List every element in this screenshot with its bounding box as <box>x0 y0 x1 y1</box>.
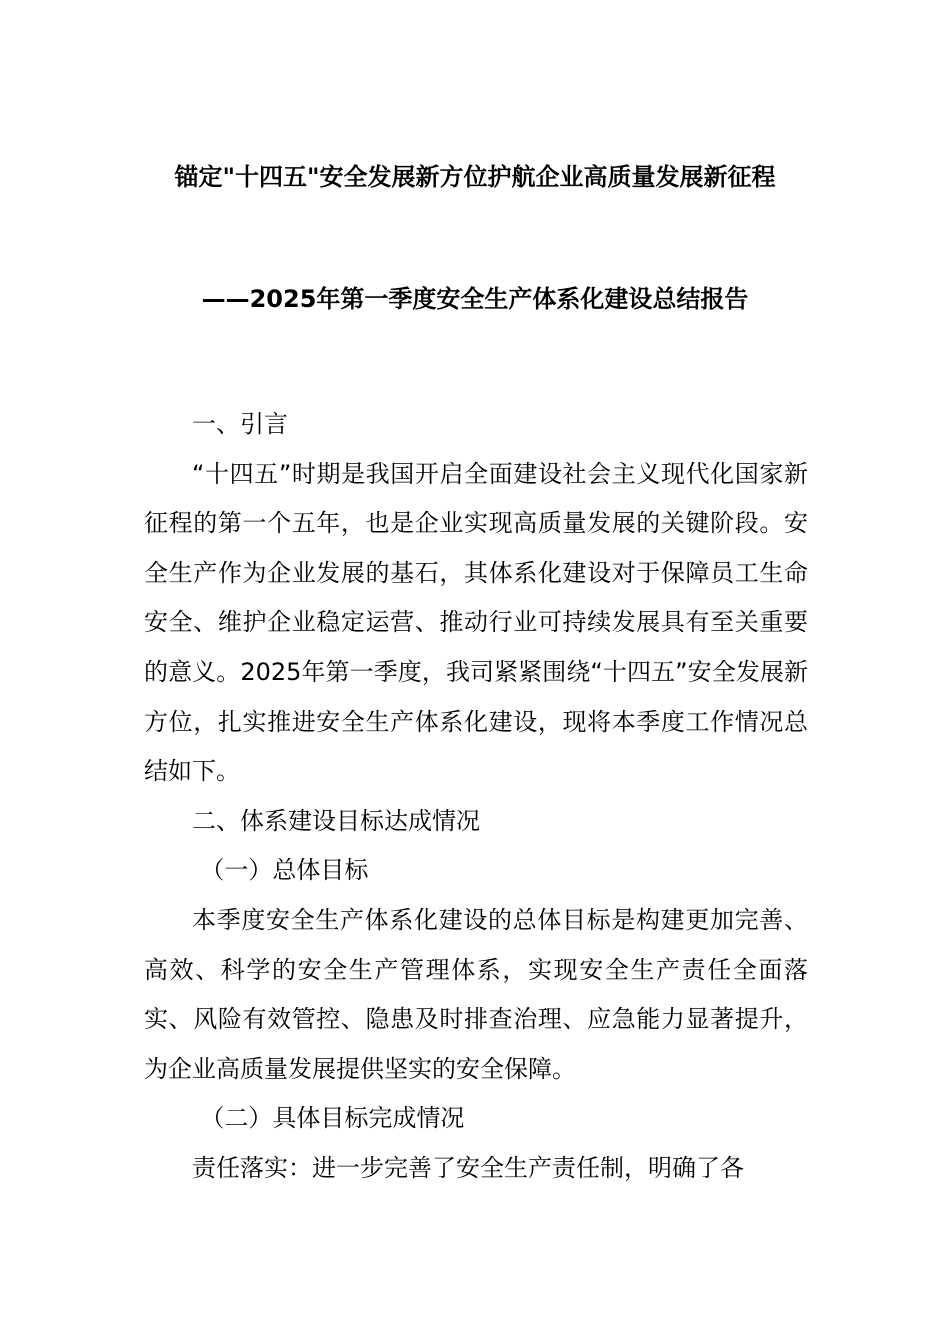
document-subtitle: ——2025年第一季度安全生产体系化建设总结报告 <box>201 285 749 313</box>
sub2-heading: （二）具体目标完成情况 <box>200 1104 465 1133</box>
sub1-heading: （一）总体目标 <box>200 856 369 885</box>
document-title: 锚定"十四五"安全发展新方位护航企业高质量发展新征程 <box>174 163 776 191</box>
intro-paragraph: “十四五”时期是我国开启全面建设社会主义现代化国家新征程的第一个五年，也是企业实现高质量发展的关键阶段。安全生产作为企业发展的基石，其体系化建设对于保障员工生命安全、维护企业稳定运营、推动行业可持续发展具有至关重要的意义。2025年第一季度，我司紧紧围绕“十四五”安全发展新方位，扎实推进安全生产体系化建设，现将本季度工作情况总结如下。 <box>144 459 808 786</box>
sub1-paragraph: 本季度安全生产体系化建设的总体目标是构建更加完善、高效、科学的安全生产管理体系，实现安全生产责任全面落实、风险有效管控、隐患及时排查治理、应急能力显著提升，为企业高质量发展提供坚实的安全保障。 <box>144 905 808 1083</box>
section2-heading: 二、体系建设目标达成情况 <box>192 806 480 835</box>
document-body <box>144 400 808 1194</box>
sub2-paragraph: 责任落实：进一步完善了安全生产责任制，明确了各 <box>192 1153 744 1182</box>
intro-heading: 一、引言 <box>192 410 288 438</box>
